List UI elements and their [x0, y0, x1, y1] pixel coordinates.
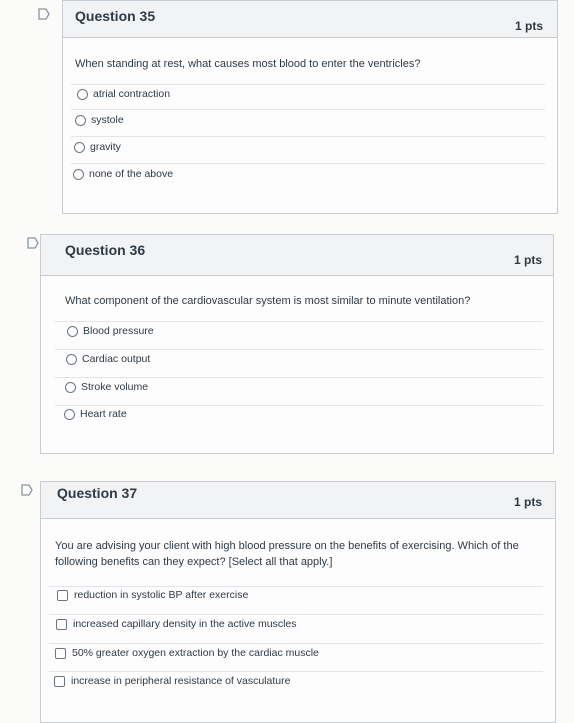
- radio-button[interactable]: [73, 169, 84, 180]
- answer-label: gravity: [90, 141, 121, 153]
- question-title: Question 37: [57, 485, 138, 501]
- answer-option[interactable]: [56, 618, 297, 630]
- radio-button[interactable]: [74, 142, 85, 153]
- answer-option[interactable]: [75, 114, 124, 126]
- answer-label: 50% greater oxygen extraction by the cardiac muscle: [72, 647, 319, 659]
- answer-divider: [55, 377, 543, 378]
- radio-button[interactable]: [64, 409, 75, 420]
- answer-option[interactable]: [64, 408, 127, 420]
- question-35: [0, 0, 574, 220]
- answer-divider: [49, 586, 543, 587]
- question-text: What component of the cardiovascular system is most similar to minute ventilation?: [65, 295, 471, 307]
- answer-option[interactable]: [74, 141, 121, 153]
- answer-label: Heart rate: [80, 408, 127, 420]
- answer-divider: [71, 109, 545, 110]
- answer-label: Stroke volume: [81, 381, 149, 393]
- question-title: Question 35: [75, 8, 156, 24]
- answer-label: Blood pressure: [83, 325, 154, 337]
- question-36: [0, 228, 574, 458]
- flag-question-icon[interactable]: [21, 484, 33, 496]
- answer-divider: [49, 671, 543, 672]
- question-text: You are advising your client with high blood pressure on the benefits of exercising. Which of the following benefits can they expect? [Select all that apply.]: [55, 540, 519, 568]
- question-card: [62, 0, 558, 214]
- checkbox[interactable]: [54, 676, 65, 687]
- answer-option[interactable]: [66, 353, 150, 365]
- radio-button[interactable]: [66, 354, 77, 365]
- radio-button[interactable]: [75, 115, 86, 126]
- answer-option[interactable]: [55, 647, 319, 659]
- answer-option[interactable]: [57, 589, 248, 601]
- question-points: 1 pts: [514, 19, 543, 33]
- question-points: 1 pts: [513, 253, 542, 267]
- radio-button[interactable]: [77, 89, 88, 100]
- answer-label: Cardiac output: [82, 353, 151, 365]
- radio-button[interactable]: [65, 382, 76, 393]
- answer-option[interactable]: [65, 381, 148, 393]
- flag-question-icon[interactable]: [27, 237, 39, 249]
- answer-label: atrial contraction: [93, 88, 171, 100]
- answer-divider: [71, 136, 545, 137]
- question-card: [40, 481, 556, 723]
- answer-option[interactable]: [77, 88, 170, 100]
- answer-option[interactable]: [54, 675, 290, 687]
- question-text: When standing at rest, what causes most blood to enter the ventricles?: [75, 58, 421, 70]
- answer-divider: [71, 163, 545, 164]
- answer-label: none of the above: [89, 168, 174, 180]
- answer-label: systole: [91, 114, 124, 126]
- answer-divider: [49, 643, 543, 644]
- answer-option[interactable]: [67, 325, 154, 337]
- radio-button[interactable]: [67, 326, 78, 337]
- checkbox[interactable]: [57, 590, 68, 601]
- question-card: [40, 234, 554, 454]
- answer-label: reduction in systolic BP after exercise: [74, 589, 249, 601]
- answer-divider: [49, 614, 543, 615]
- question-37: [0, 475, 574, 700]
- checkbox[interactable]: [55, 648, 66, 659]
- answer-divider: [55, 321, 543, 322]
- answer-label: increase in peripheral resistance of vasculature: [71, 675, 291, 687]
- answer-label: increased capillary density in the active muscles: [73, 618, 297, 630]
- answer-option[interactable]: [73, 168, 173, 180]
- question-title: Question 36: [65, 242, 146, 258]
- answer-divider: [55, 349, 543, 350]
- checkbox[interactable]: [56, 619, 67, 630]
- flag-question-icon[interactable]: [38, 8, 50, 20]
- answer-divider: [71, 84, 545, 85]
- answer-divider: [55, 405, 543, 406]
- question-points: 1 pts: [513, 495, 542, 509]
